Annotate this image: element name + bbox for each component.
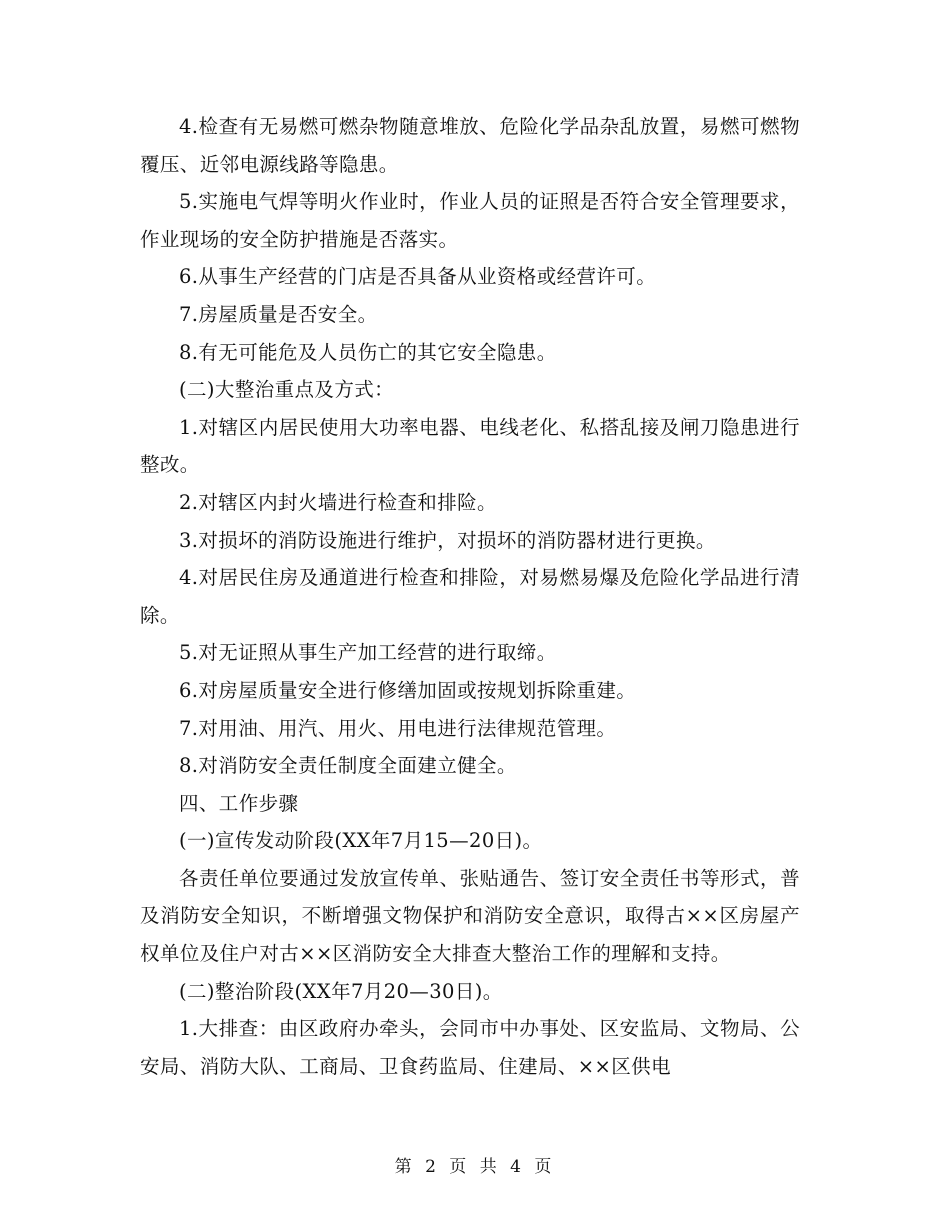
paragraph: 8.对消防安全责任制度全面建立健全。 — [179, 754, 517, 778]
paragraph: 3.对损坏的消防设施进行维护，对损坏的消防器材进行更换。 — [179, 528, 716, 552]
paragraph: 6.对房屋质量安全进行修缮加固或按规划拆除重建。 — [179, 678, 637, 702]
paragraph: 8.有无可能危及人员伤亡的其它安全隐患。 — [179, 340, 557, 364]
paragraph: 1.大排查：由区政府办牵头，会同市中办事处、区安监局、文物局、公安局、消防大队、工商局、卫食药监局、住建局、××区供电 — [140, 1017, 800, 1078]
section-heading: 四、工作步骤 — [179, 791, 299, 815]
paragraph: 6.从事生产经营的门店是否具备从业资格或经营许可。 — [179, 265, 657, 289]
page-number-footer: 第 2 页 共 4 页 — [394, 1157, 556, 1177]
section-heading: (二)整治阶段(XX年7月20—30日)。 — [179, 979, 503, 1003]
paragraph: 4.对居民住房及通道进行检查和排险，对易燃易爆及危险化学品进行清除。 — [140, 566, 800, 627]
paragraph: 5.对无证照从事生产加工经营的进行取缔。 — [179, 641, 557, 665]
section-heading: (二)大整治重点及方式： — [179, 378, 395, 402]
paragraph: 7.对用油、用汽、用火、用电进行法律规范管理。 — [179, 716, 617, 740]
paragraph: 各责任单位要通过发放宣传单、张贴通告、签订安全责任书等形式，普及消防安全知识，不断增强文物保护和消防安全意识，取得古××区房屋产权单位及住户对古××区消防安全大排查大整治工作的理解和支持。 — [140, 866, 800, 966]
paragraph: 5.实施电气焊等明火作业时，作业人员的证照是否符合安全管理要求，作业现场的安全防护措施是否落实。 — [140, 190, 800, 251]
document-body — [140, 108, 800, 1085]
paragraph: 7.房屋质量是否安全。 — [179, 302, 378, 326]
paragraph: 2.对辖区内封火墙进行检查和排险。 — [179, 490, 497, 514]
section-heading: (一)宣传发动阶段(XX年7月15—20日)。 — [179, 829, 543, 853]
paragraph: 1.对辖区内居民使用大功率电器、电线老化、私搭乱接及闸刀隐患进行整改。 — [140, 415, 800, 477]
paragraph: 4.检查有无易燃可燃杂物随意堆放、危险化学品杂乱放置，易燃可燃物覆压、近邻电源线路等隐患。 — [140, 115, 800, 176]
